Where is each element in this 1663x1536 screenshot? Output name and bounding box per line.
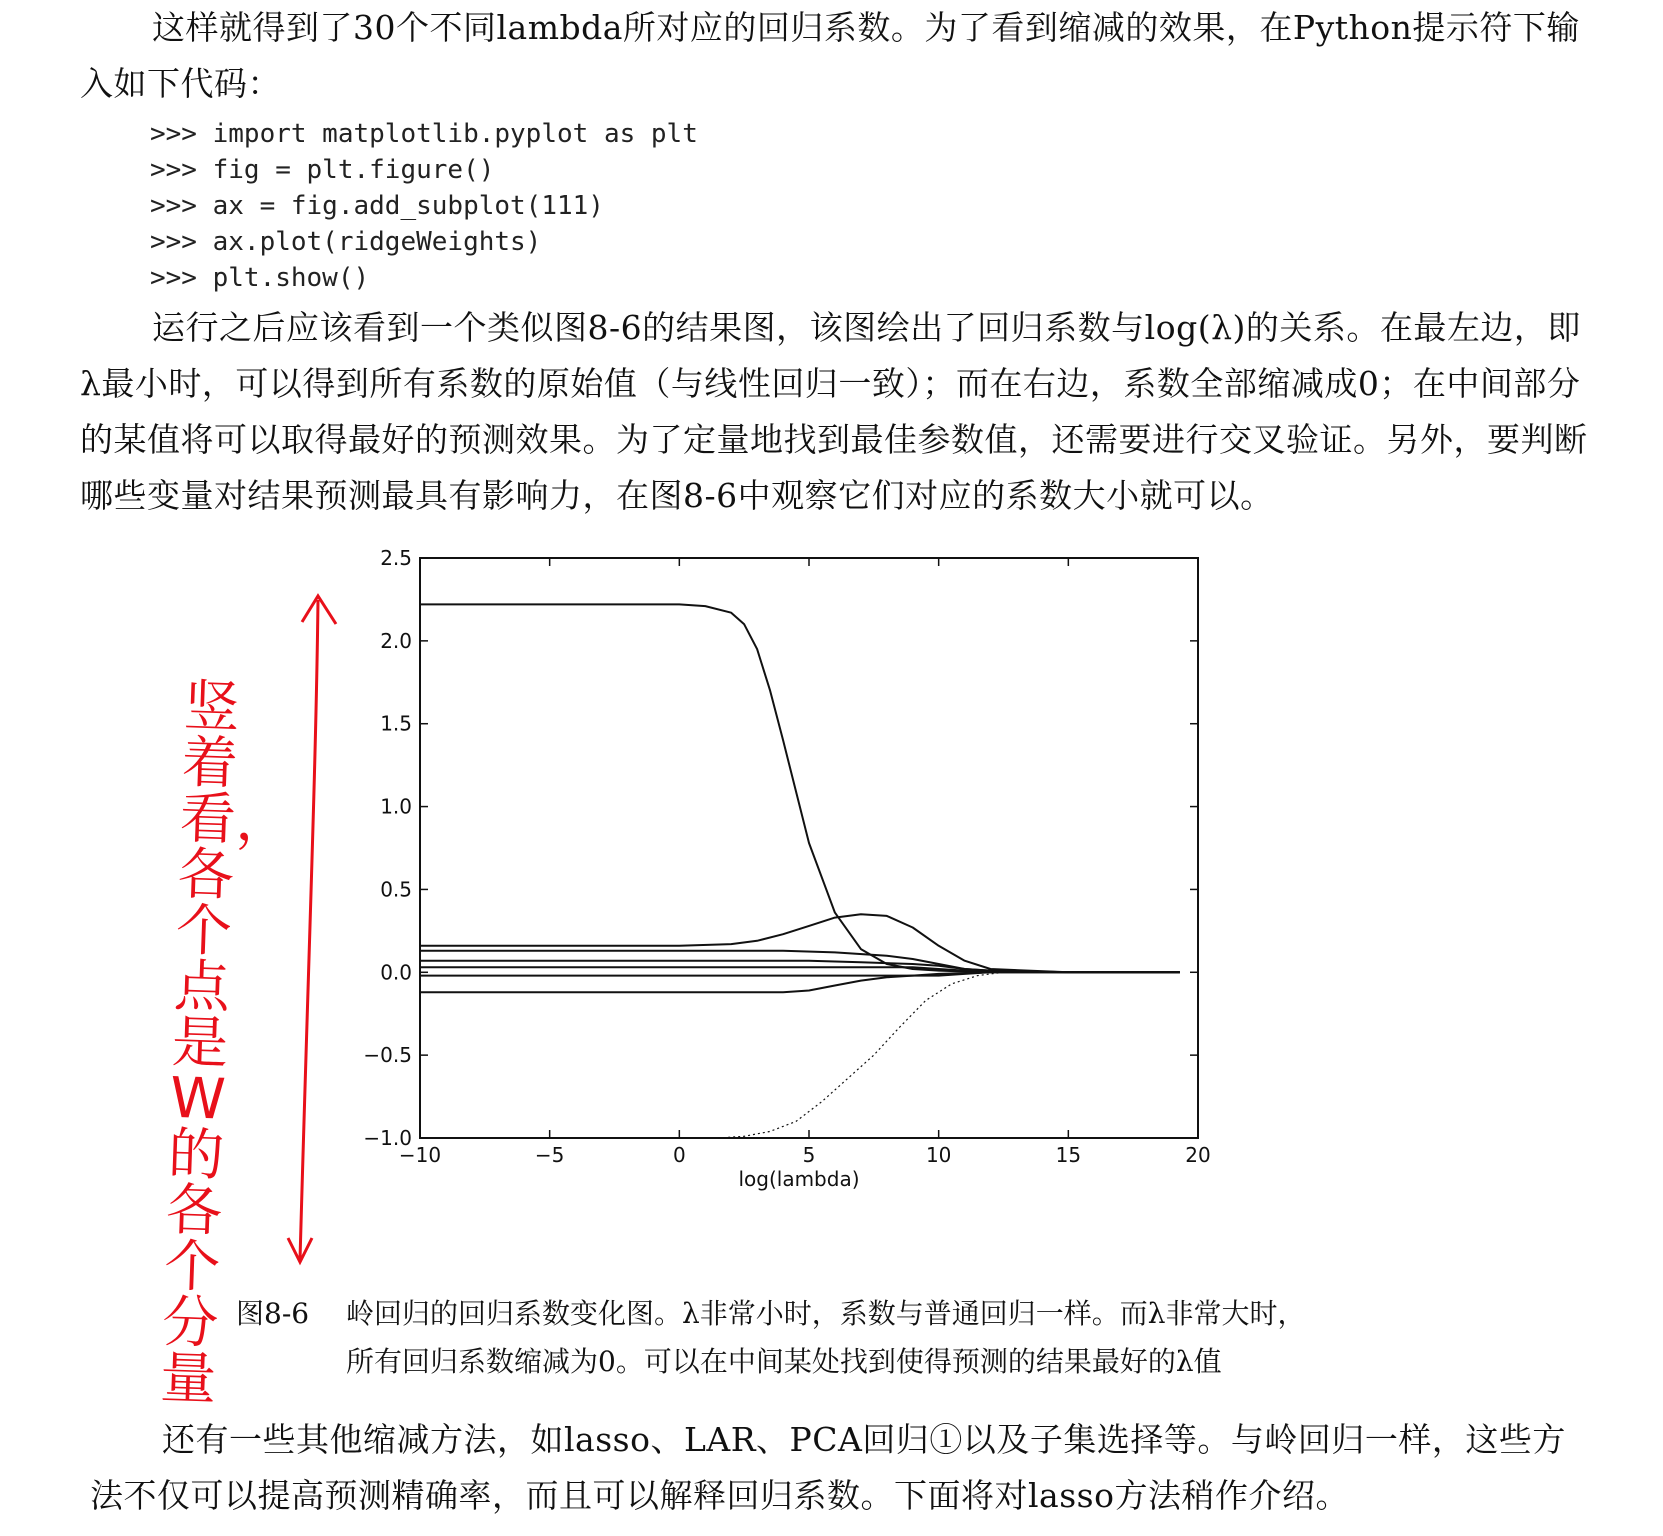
coefficient-line-2 [420,914,1180,972]
coefficient-line-8 [718,972,1180,1138]
y-tick-label: 0.5 [380,877,412,902]
x-tick-label: 5 [802,1143,816,1167]
code-line: >>> ax.plot(ridgeWeights) [150,227,542,257]
y-tick-label: 1.0 [380,794,412,819]
code-line: >>> fig = plt.figure() [150,155,495,185]
ridge-coefficient-chart [363,546,1230,1191]
code-line: >>> import matplotlib.pyplot as plt [150,119,698,149]
y-tick-label: 0.0 [380,960,412,985]
y-tick-label: −0.5 [363,1043,412,1068]
figure-caption [236,1290,1306,1386]
handwritten-note-text: 竖着看，各个点是W的各个分量 [159,674,293,1413]
x-tick-label: 0 [672,1143,686,1167]
y-tick-label: −1.0 [363,1126,412,1150]
paragraph-other-methods: 还有一些其他缩减方法，如lasso、LAR、PCA回归①以及子集选择等。与岭回归一样，这些方法不仅可以提高预测精确率，而且可以解释回归系数。下面将对lasso方法稍作介绍。 [90,1420,1566,1515]
y-tick-label: 1.5 [380,711,412,736]
y-tick-label: 2.0 [380,628,412,653]
plot-frame [420,558,1198,1138]
caption-line-2: 所有回归系数缩减为0。可以在中间某处找到使得预测的结果最好的λ值 [346,1345,1222,1378]
paragraph-intro: 这样就得到了30个不同lambda所对应的回归系数。为了看到缩减的效果，在Python提示符下输入如下代码： [80,8,1580,103]
x-tick-label: −5 [534,1143,565,1167]
x-tick-label: 10 [925,1143,952,1167]
x-tick-label: −10 [398,1143,442,1167]
caption-number: 图8-6 [236,1297,310,1330]
x-tick-label: 20 [1185,1143,1211,1167]
code-line: >>> ax = fig.add_subplot(111) [150,191,604,221]
x-axis-label: log(lambda) [738,1167,860,1191]
caption-line-1: 岭回归的回归系数变化图。λ非常小时，系数与普通回归一样。而λ非常大时， [346,1297,1306,1330]
code-block [150,116,698,296]
y-tick-label: 2.5 [380,546,412,570]
code-line: >>> plt.show() [150,263,370,293]
x-tick-label: 15 [1055,1143,1082,1167]
paragraph-explanation: 运行之后应该看到一个类似图8-6的结果图，该图绘出了回归系数与log(λ)的关系。在最左边，即λ最小时，可以得到所有系数的原始值（与线性回归一致）；而在右边，系数全部缩减成0；在中间部分的某值将可以取得最好的预测效果。为了定量地找到最佳参数值，还需要进行交叉验证。另外，要判断哪些变量对结果预测最具有影响力，在图8-6中观察它们对应的系数大小就可以。 [80,308,1588,515]
coefficient-line-1 [420,604,1180,972]
